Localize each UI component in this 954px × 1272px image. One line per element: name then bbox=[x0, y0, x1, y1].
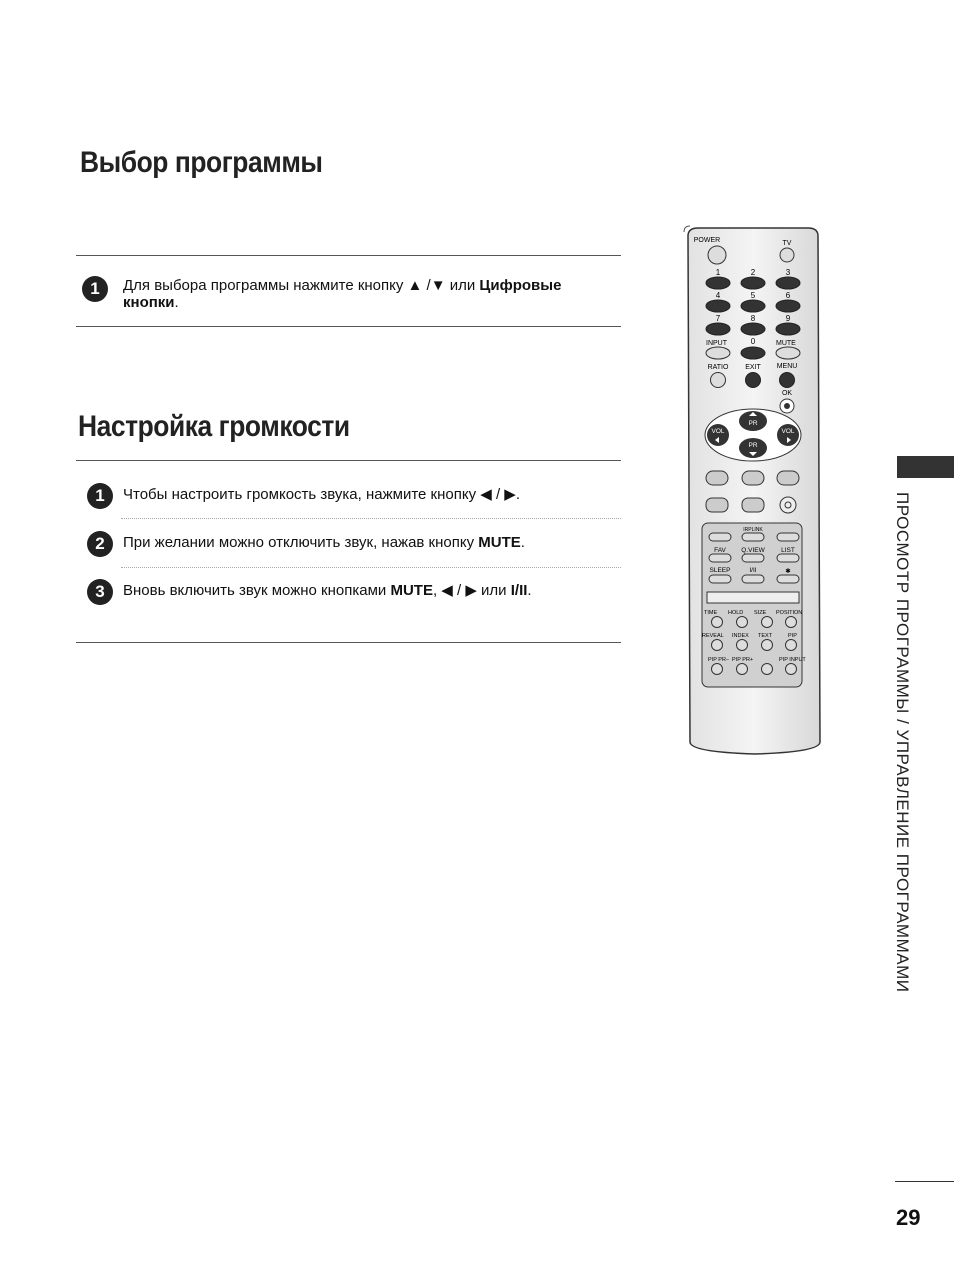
dotted-divider bbox=[121, 518, 621, 519]
page-number-rule bbox=[895, 1181, 954, 1182]
svg-text:IRPLINK: IRPLINK bbox=[743, 527, 763, 533]
svg-text:MENU: MENU bbox=[776, 363, 798, 370]
input-button bbox=[706, 347, 730, 359]
svg-text:MUTE: MUTE bbox=[776, 340, 796, 347]
svg-text:7: 7 bbox=[715, 314, 721, 323]
chapter-tab bbox=[897, 456, 954, 478]
svg-text:8: 8 bbox=[750, 314, 756, 323]
svg-text:5: 5 bbox=[750, 291, 756, 300]
svg-text:Q.VIEW: Q.VIEW bbox=[741, 547, 765, 554]
svg-text:PIP PR+: PIP PR+ bbox=[732, 657, 754, 663]
svg-text:1: 1 bbox=[715, 268, 721, 277]
dotted-divider bbox=[121, 567, 621, 568]
svg-text:POSITION: POSITION bbox=[776, 610, 803, 616]
svg-text:FAV: FAV bbox=[714, 547, 726, 554]
menu-button bbox=[780, 373, 795, 388]
divider bbox=[76, 326, 621, 327]
svg-text:REVEAL: REVEAL bbox=[702, 633, 724, 639]
ratio-button bbox=[711, 373, 726, 388]
svg-text:EXIT: EXIT bbox=[745, 364, 761, 371]
step-text: Для выбора программы нажмите кнопку ▲ /▼ или Цифровые кнопки. bbox=[123, 277, 562, 311]
svg-text:TEXT: TEXT bbox=[758, 633, 773, 639]
power-button bbox=[708, 246, 726, 264]
exit-button bbox=[746, 373, 761, 388]
mute-button bbox=[776, 347, 800, 359]
divider bbox=[76, 460, 621, 461]
step-text: Вновь включить звук можно кнопками MUTE, ◀ / ▶ или I/II. bbox=[123, 582, 532, 599]
tv-label: TV bbox=[782, 240, 792, 247]
remote-control bbox=[680, 222, 830, 762]
step-text: При желании можно отключить звук, нажав кнопку MUTE. bbox=[123, 534, 525, 551]
svg-text:PIP: PIP bbox=[788, 633, 797, 639]
svg-text:6: 6 bbox=[785, 291, 791, 300]
svg-text:RATIO: RATIO bbox=[707, 364, 729, 371]
svg-text:PIP INPUT: PIP INPUT bbox=[779, 657, 806, 663]
svg-text:PIP PR−: PIP PR− bbox=[708, 657, 730, 663]
step-number: 1 bbox=[82, 276, 108, 302]
svg-text:✱: ✱ bbox=[785, 568, 791, 575]
svg-text:INPUT: INPUT bbox=[706, 340, 727, 347]
section-title-volume: Настройка громкости bbox=[78, 410, 350, 443]
section-title-program-selection: Выбор программы bbox=[80, 146, 323, 179]
svg-text:2: 2 bbox=[750, 268, 756, 277]
svg-text:LIST: LIST bbox=[781, 547, 795, 554]
svg-text:INDEX: INDEX bbox=[732, 633, 749, 639]
svg-text:0: 0 bbox=[750, 337, 756, 346]
svg-text:OK: OK bbox=[781, 390, 793, 397]
divider bbox=[76, 642, 621, 643]
step-text: Чтобы настроить громкость звука, нажмите кнопку ◀ / ▶. bbox=[123, 486, 520, 503]
svg-text:SLEEP: SLEEP bbox=[709, 567, 731, 574]
step-number: 3 bbox=[87, 579, 113, 605]
page-number: 29 bbox=[896, 1205, 921, 1230]
svg-text:SIZE: SIZE bbox=[754, 610, 767, 616]
svg-text:4: 4 bbox=[715, 291, 721, 300]
svg-text:I/II: I/II bbox=[749, 567, 757, 574]
divider bbox=[76, 255, 621, 256]
power-label: POWER bbox=[693, 237, 721, 244]
step-number: 2 bbox=[87, 531, 113, 557]
svg-text:TIME: TIME bbox=[704, 610, 718, 616]
svg-text:VOL: VOL bbox=[781, 428, 795, 435]
svg-text:9: 9 bbox=[785, 314, 791, 323]
tv-button bbox=[780, 248, 794, 262]
svg-text:PR: PR bbox=[748, 442, 758, 449]
svg-text:VOL: VOL bbox=[711, 428, 725, 435]
svg-text:3: 3 bbox=[785, 268, 791, 277]
svg-text:PR: PR bbox=[748, 420, 758, 427]
step-number: 1 bbox=[87, 483, 113, 509]
chapter-label: ПРОСМОТР ПРОГРАММЫ / УПРАВЛЕНИЕ ПРОГРАММАМИ bbox=[893, 492, 912, 993]
svg-text:HOLD: HOLD bbox=[728, 610, 744, 616]
